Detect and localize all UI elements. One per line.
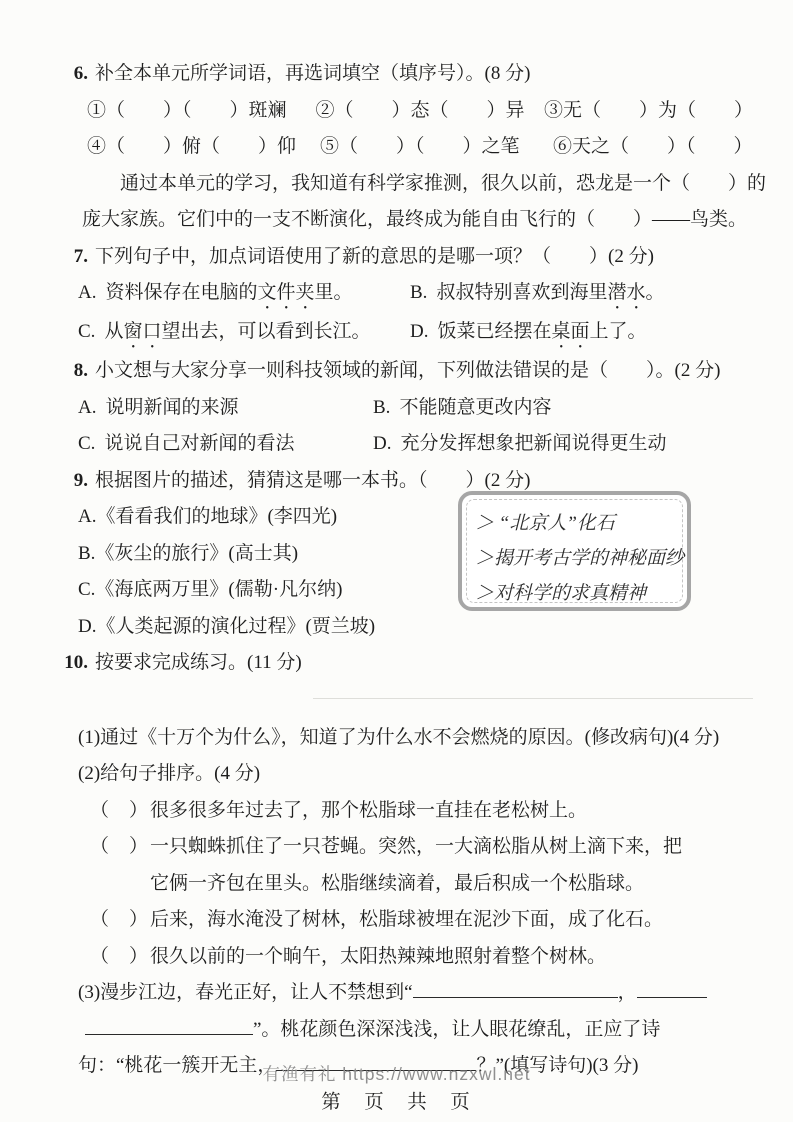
option-text: 上了。 [589, 321, 647, 342]
emphasized-word: 窗口 [123, 321, 162, 342]
option-text: 里。 [314, 282, 353, 303]
option-text: 从 [104, 321, 124, 342]
answer-paren [90, 793, 148, 830]
question-8 [55, 353, 753, 463]
q9-option-b: B.《灰尘的旅行》(高士其) [78, 542, 299, 564]
answer-blank [85, 1030, 253, 1035]
close-paren: ） [128, 945, 148, 967]
word-fill-row-1 [55, 93, 753, 130]
q7-option-c [78, 314, 410, 353]
question-10-title: 按要求完成练习。(11 分) [95, 652, 302, 673]
word-blank-group-2: ②（ ）态（ ）异 [315, 99, 525, 121]
option-text: 叔叔特别喜欢到海里 [436, 282, 608, 303]
emphasized-word: 文件夹 [257, 282, 315, 303]
sub3-text: ， [617, 982, 637, 1003]
book-clue-box [458, 491, 691, 611]
order-item-text: 很多很多年过去了，那个松脂球一直挂在老松树上。 [150, 799, 588, 821]
emphasized-word: 潜水 [607, 282, 646, 303]
question-8-number: 8. [73, 360, 88, 381]
q7-option-d [410, 314, 753, 353]
question-6-number: 6. [73, 63, 88, 84]
clue-line-1: ＞ “北京人”化石 [475, 512, 615, 534]
faint-answer-line [313, 698, 753, 699]
open-paren: （ [90, 836, 110, 857]
answer-paren [90, 829, 148, 866]
option-label: B. [373, 396, 391, 418]
q8-options [55, 390, 753, 463]
close-paren: ） [128, 909, 148, 930]
question-6 [55, 56, 767, 239]
open-paren: （ [90, 945, 110, 967]
order-item-3 [55, 902, 753, 939]
clue-line-2: ＞揭开考古学的神秘面纱 [475, 547, 685, 569]
word-blank-group-5: ⑤（ ）（ ）之笔 [320, 136, 520, 157]
open-paren: （ [90, 909, 110, 930]
q10-sub2: (2)给句子排序。(4 分) [78, 763, 261, 784]
order-item-2 [55, 829, 753, 866]
option-label: D. [410, 321, 429, 342]
option-label: A. [78, 396, 97, 418]
sub3-text: (3)漫步江边，春光正好，让人不禁想到“ [78, 982, 413, 1003]
question-7-number: 7. [73, 245, 88, 267]
word-blank-group-1: ①（ ）（ ）斑斓 [87, 99, 287, 121]
option-label: A. [78, 282, 97, 303]
q10-sub3-line-1 [55, 975, 753, 1012]
close-paren: ） [128, 799, 148, 821]
order-item-4 [55, 939, 753, 976]
q8-option-d [373, 426, 753, 463]
order-item-1 [55, 793, 753, 830]
question-8-title: 小文想与大家分享一则科技领域的新闻，下列做法错误的是（ ）。(2 分) [95, 360, 721, 381]
close-paren: ） [128, 836, 148, 857]
q8-option-a [78, 390, 373, 427]
question-9-number: 9. [73, 469, 88, 491]
q8-option-b [373, 390, 753, 427]
option-label: D. [373, 433, 392, 454]
q6-paragraph-line-1: 通过本单元的学习，我知道有科学家推测，很久以前，恐龙是一个（ ）的 [120, 172, 767, 194]
footer-watermark: 有渔有礼 https://www.nzxwl.net [262, 1064, 531, 1084]
option-text: 资料保存在电脑的 [105, 282, 258, 303]
footer-page-number: 第 页 共 页 [321, 1092, 472, 1113]
answer-blank [413, 993, 618, 998]
question-9-title: 根据图片的描述，猜猜这是哪一本书。（ ）(2 分) [95, 469, 531, 491]
word-blank-group-6: ⑥天之（ ）（ ） [553, 136, 753, 157]
q9-option-a: A.《看看我们的地球》(李四光) [78, 506, 338, 527]
option-text: 说明新闻的来源 [105, 396, 239, 418]
question-7 [55, 239, 753, 354]
word-fill-row-2 [55, 129, 753, 166]
answer-paren [90, 939, 148, 976]
question-10 [55, 645, 753, 1085]
q8-option-c [78, 426, 373, 463]
q7-options [55, 275, 753, 353]
question-6-title: 补全本单元所学词语，再选词填空（填序号）。(8 分) [95, 63, 531, 84]
sub3-text: ”。桃花颜色深深浅浅，让人眼花缭乱，正应了诗 [253, 1018, 661, 1040]
option-label: C. [78, 433, 96, 454]
order-item-text: 一只蜘蛛抓住了一只苍蝇。突然，一大滴松脂从树上滴下来，把 [150, 836, 683, 857]
option-text: 望出去，可以看到长江。 [161, 321, 371, 342]
answer-blank [637, 993, 707, 998]
q7-option-b [410, 275, 753, 314]
answer-paren [90, 902, 148, 939]
q10-sub3-line-2 [55, 1012, 753, 1049]
option-text: 饭菜已经摆在 [437, 321, 552, 342]
open-paren: （ [90, 799, 110, 821]
q10-sub1: (1)通过《十万个为什么》，知道了为什么水不会燃烧的原因。(修改病句)(4 分) [78, 726, 720, 748]
q9-option-c: C.《海底两万里》(儒勒·凡尔纳) [78, 579, 343, 600]
emphasized-word: 桌面 [551, 321, 590, 342]
q9-option-d: D.《人类起源的演化过程》(贾兰坡) [78, 615, 376, 637]
option-text: 充分发挥想象把新闻说得更生动 [400, 433, 667, 454]
order-item-2-continuation: 它俩一齐包在里头。松脂继续滴着，最后积成一个松脂球。 [150, 872, 645, 894]
q7-option-a [78, 275, 410, 314]
order-item-text: 很久以前的一个晌午，太阳热辣辣地照射着整个树林。 [150, 945, 607, 967]
word-blank-group-3: ③无（ ）为（ ） [543, 99, 753, 121]
book-clue-box-inner [466, 499, 683, 603]
option-text: 说说自己对新闻的看法 [104, 433, 295, 454]
q6-paragraph-line-2: 庞大家族。它们中的一支不断演化，最终成为能自由飞行的（ ）——鸟类。 [82, 209, 748, 230]
option-text: 。 [645, 282, 665, 303]
question-10-number: 10. [64, 652, 88, 673]
option-label: C. [78, 321, 96, 342]
option-label: B. [410, 282, 428, 303]
sub3-text: 句：“桃花一簇开无主， [78, 1055, 277, 1076]
clue-line-3: ＞对科学的求真精神 [475, 582, 647, 604]
word-blank-group-4: ④（ ）俯（ ）仰 [87, 136, 297, 157]
option-text: 不能随意更改内容 [399, 396, 552, 418]
sub3-text: ？”(填写诗句)(3 分) [476, 1055, 639, 1076]
question-7-title: 下列句子中，加点词语使用了新的意思的是哪一项？（ ）(2 分) [95, 245, 654, 267]
answer-space [55, 682, 753, 720]
question-9 [55, 463, 753, 646]
order-item-text: 后来，海水淹没了树林，松脂球被埋在泥沙下面，成了化石。 [150, 909, 664, 930]
